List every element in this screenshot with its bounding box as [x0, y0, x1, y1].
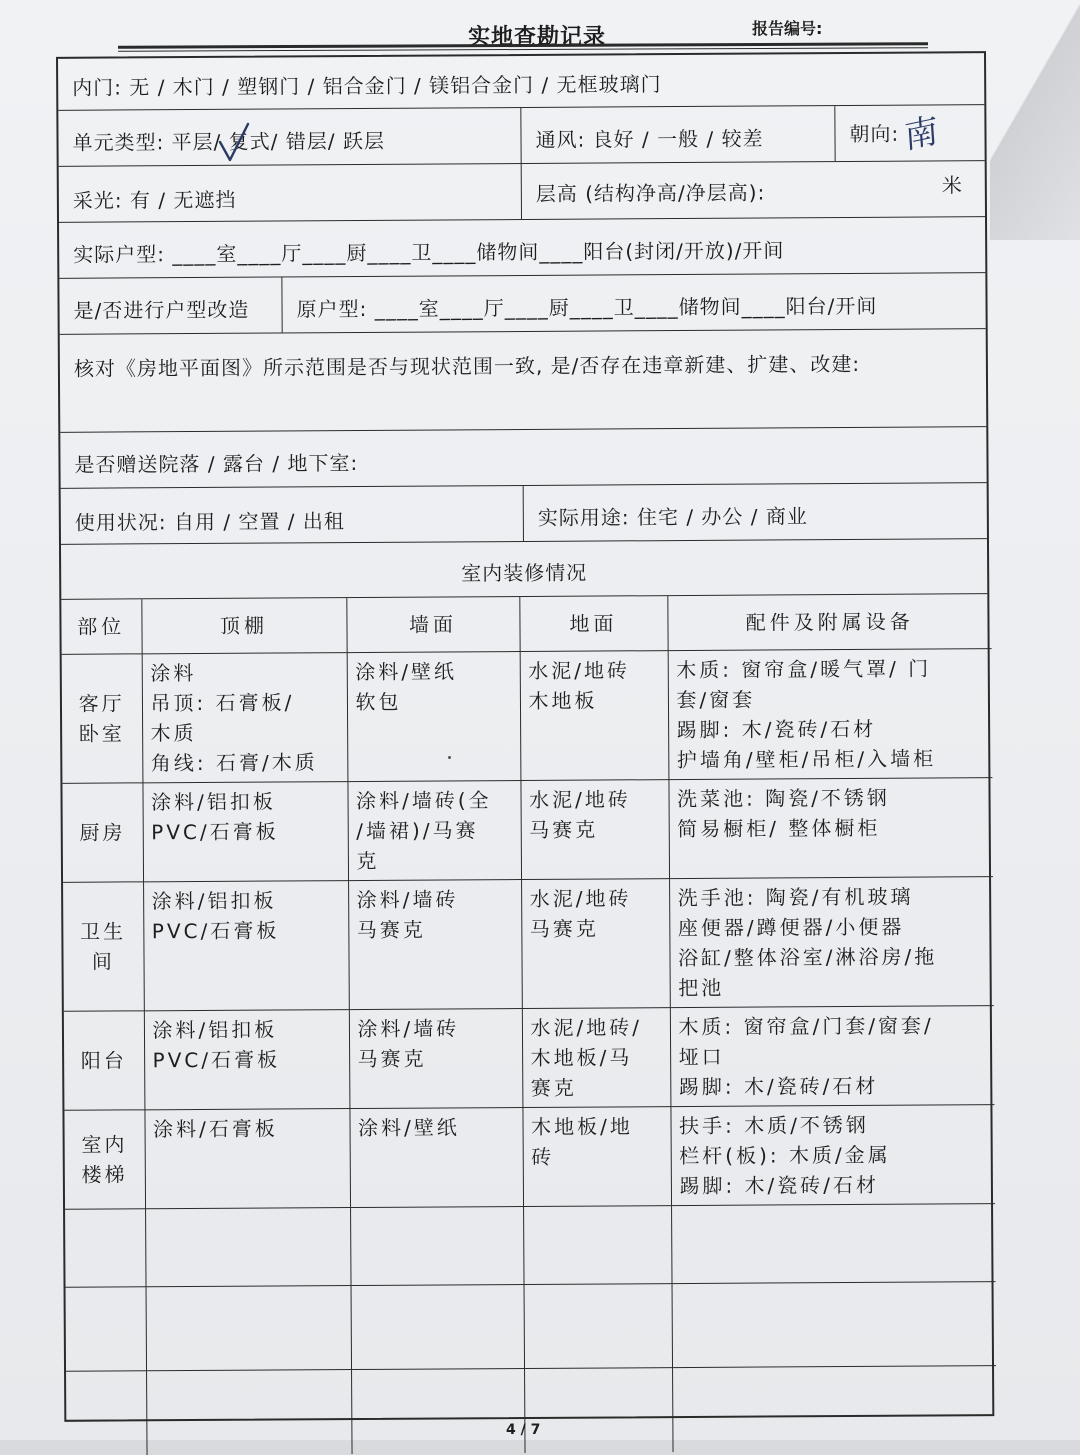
actual-layout: 实际户型: ____室____厅____厨____卫____储物间____阳台(封闭/开放)/开间: [73, 238, 785, 267]
header-ceiling: 顶棚: [141, 598, 346, 654]
header-part: 部位: [61, 599, 141, 654]
unit-type-options: 单元类型: 平层/ 复式/ 错层/ 跃层: [72, 128, 385, 155]
header-fittings: 配件及附属设备: [667, 594, 991, 650]
wall-cell: 涂料/壁纸 软包: [347, 652, 521, 782]
wall-cell: 涂料/壁纸: [349, 1108, 523, 1208]
fittings-cell: 木质: 窗帘盒/暖气罩/ 门 套/窗套 踢脚: 木/瓷砖/石材 护墙角/壁柜/吊柜/入墙柜: [668, 649, 993, 780]
floor-cell: 水泥/地砖 马赛克: [520, 780, 669, 880]
fittings-cell: 洗手池: 陶瓷/有机玻璃 座便器/蹲便器/小便器 浴缸/整体浴室/淋浴房/拖 把池: [669, 877, 994, 1008]
floor-height-unit: 米: [941, 173, 963, 198]
orientation-label: 朝向:: [849, 121, 900, 146]
part-cell: 客厅 卧室: [62, 654, 143, 783]
row-usage: [61, 483, 987, 545]
header-wall: 墙面: [346, 597, 519, 653]
row-lighting: [59, 161, 985, 223]
handwritten-orientation: 南: [903, 110, 940, 158]
renovated-question: 是/否进行户型改造: [73, 297, 250, 323]
floor-cell: 水泥/地砖/ 木地板/马 赛克: [522, 1008, 671, 1108]
row-unit-type: [58, 105, 984, 167]
wall-cell: 涂料/墙砖 马赛克: [349, 1009, 523, 1109]
floor-height-label: 层高 (结构净高/净层高):: [535, 180, 766, 206]
verify-question: 核对《房地平面图》所示范围是否与现状范围一致, 是/否存在违章新建、扩建、改建:: [73, 351, 861, 381]
part-cell: 厨房: [62, 783, 143, 882]
row-gift: [60, 427, 986, 489]
report-number-label: 报告编号:: [752, 19, 823, 38]
actual-use-options: 实际用途: 住宅 / 办公 / 商业: [537, 504, 808, 530]
page-number: 4 / 7: [506, 1422, 541, 1438]
ceiling-cell: 涂料/铝扣板 PVC/石膏板: [143, 881, 349, 1011]
ceiling-cell: 涂料/铝扣板 PVC/石膏板: [142, 782, 348, 882]
door-options: 内门: 无 / 木门 / 塑钢门 / 铝合金门 / 镁铝合金门 / 无框玻璃门: [72, 72, 662, 100]
table-row: [63, 877, 994, 1012]
table-row: [62, 649, 993, 784]
ceiling-cell: 涂料/石膏板: [144, 1109, 350, 1209]
table-row: [64, 1006, 995, 1111]
survey-form: [56, 51, 994, 1422]
gift-question: 是否赠送院落 / 露台 / 地下室:: [74, 451, 359, 477]
checkmark-icon: [214, 120, 254, 166]
ceiling-cell: 涂料/铝扣板 PVC/石膏板: [144, 1010, 350, 1110]
part-cell: 室内 楼梯: [64, 1110, 145, 1209]
usage-options: 使用状况: 自用 / 空置 / 出租: [74, 509, 345, 535]
floor-cell: 水泥/地砖 木地板: [520, 651, 669, 781]
fittings-cell: 木质: 窗帘盒/门套/窗套/ 垭口 踢脚: 木/瓷砖/石材: [670, 1006, 995, 1107]
row-verify: [60, 329, 987, 433]
row-original-layout: [59, 273, 985, 335]
original-layout: 原户型: ____室____厅____厨____卫____储物间____阳台/开间: [296, 293, 878, 322]
part-cell: 卫生 间: [63, 882, 144, 1011]
decoration-header-row: [61, 594, 991, 654]
empty-row: [65, 1204, 995, 1288]
fittings-cell: 洗菜池: 陶瓷/不锈钢 简易橱柜/ 整体橱柜: [668, 778, 993, 879]
part-cell: 阳台: [64, 1011, 145, 1110]
wall-cell: 涂料/墙砖(全 /墙裙)/马赛 克: [347, 781, 521, 881]
header-floor: 地面: [519, 596, 667, 651]
table-row: [62, 778, 993, 883]
decoration-table: [61, 594, 996, 1455]
empty-row: [66, 1366, 996, 1455]
row-actual-layout: [59, 217, 985, 279]
lighting-options: 采光: 有 / 无遮挡: [72, 187, 237, 213]
ceiling-cell: 涂料 吊顶: 石膏板/ 木质 角线: 石膏/木质: [142, 653, 348, 783]
empty-row: [66, 1282, 996, 1372]
row-door: [58, 53, 984, 111]
fittings-cell: 扶手: 木质/不锈钢 栏杆(板): 木质/金属 踢脚: 木/瓷砖/石材: [670, 1105, 995, 1206]
ink-dot: [448, 756, 451, 759]
decoration-title: 室内装修情况: [461, 560, 588, 586]
wall-cell: 涂料/墙砖 马赛克: [348, 880, 522, 1010]
table-row: [64, 1105, 995, 1210]
row-decoration-title: [61, 539, 987, 600]
page-title: 实地查勘记录: [468, 25, 607, 50]
floor-cell: 水泥/地砖 马赛克: [521, 879, 670, 1009]
floor-cell: 木地板/地 砖: [522, 1107, 671, 1207]
ventilation-options: 通风: 良好 / 一般 / 较差: [535, 126, 764, 152]
